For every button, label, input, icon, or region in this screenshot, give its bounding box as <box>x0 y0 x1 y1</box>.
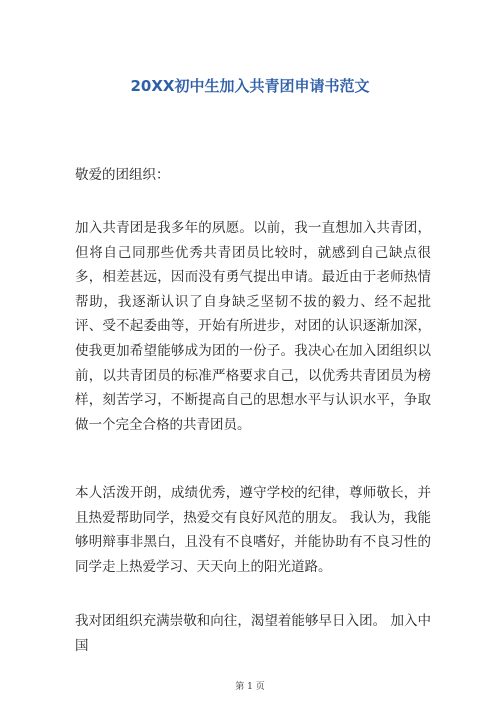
paragraph-2: 本人活泼开朗，成绩优秀，遵守学校的纪律，尊师敬长，并且热爱帮助同学，热爱交有良好风范的朋友。 我认为，我能够明辩事非黑白，且没有不良嗜好，并能协助有不良习性的同学走上热爱学习、天天向上的阳光道路。 <box>75 485 431 575</box>
salutation: 敬爱的团组织： <box>75 167 170 183</box>
document-title: 20XX初中生加入共青团申请书范文 <box>130 77 370 95</box>
paragraph-3: 我对团组织充满崇敬和向往，渴望着能够早日入团。 加入中国 <box>75 613 431 654</box>
page-number: 第 1 页 <box>235 682 265 692</box>
paragraph-1: 加入共青团是我多年的夙愿。以前，我一直想加入共青团，但将自己同那些优秀共青团员比较时，就感到自己缺点很多，相差甚远，因而没有勇气提出申请。最近由于老师热情帮助，我逐渐认识了自身缺乏坚韧不拔的毅力、经不起批评、受不起委曲等，开始有所进步，对团的认识逐渐加深，使我更加希望能够成为团的一份子。我决心在加入团组织以前，以共青团员的标准严格要求自己，以优秀共青团员为榜样，刻苦学习，不断提高自己的思想水平与认识水平，争取做一个完全合格的共青团员。 <box>75 220 431 433</box>
